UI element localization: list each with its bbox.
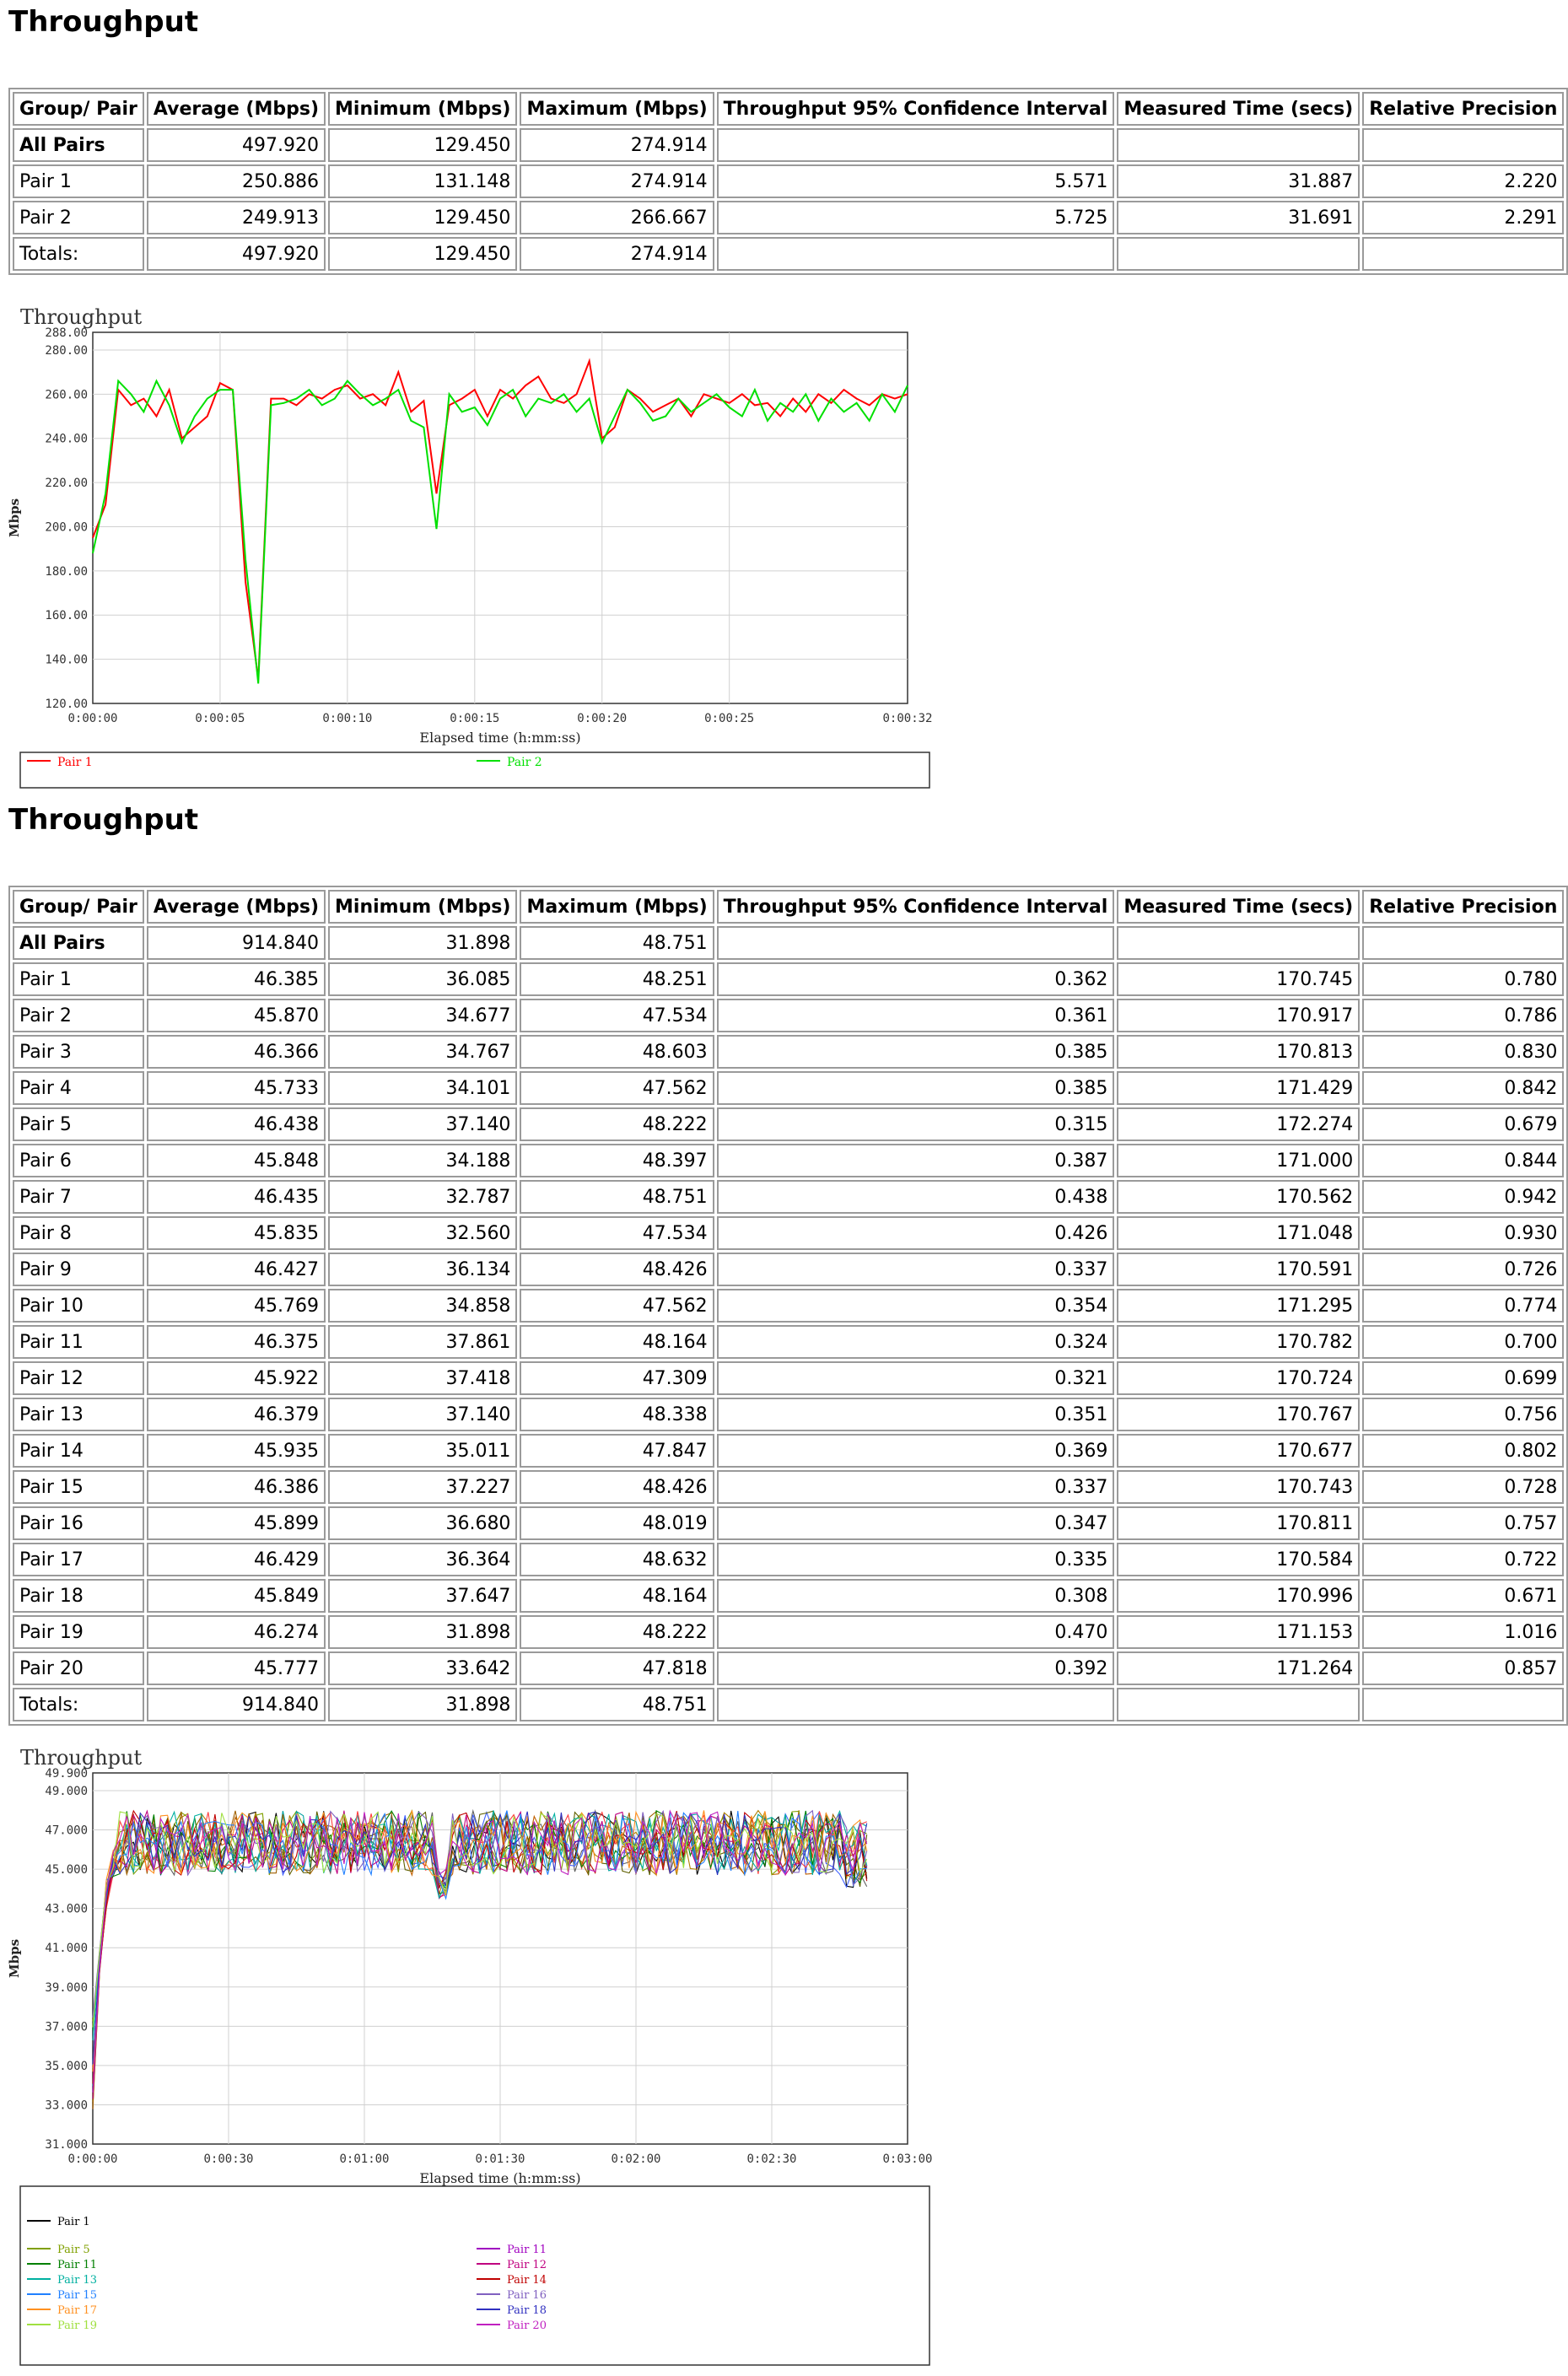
table-cell: 1.016 (1362, 1615, 1564, 1649)
row-label: Pair 12 (13, 1361, 144, 1395)
table-cell: 46.385 (147, 962, 326, 996)
table-cell: 36.364 (328, 1543, 517, 1576)
table-cell: 46.274 (147, 1615, 326, 1649)
table-cell: 171.264 (1117, 1651, 1360, 1685)
throughput-table-1 (8, 88, 1568, 275)
row-label: Pair 13 (13, 1398, 144, 1431)
legend-box (20, 2186, 929, 2365)
table-cell: 48.426 (520, 1253, 714, 1286)
table-cell: 274.914 (520, 237, 714, 271)
table-cell: 0.842 (1362, 1071, 1564, 1105)
legend-label: Pair 11 (57, 2259, 97, 2271)
table-cell: 250.886 (147, 164, 326, 198)
table-cell: 0.726 (1362, 1253, 1564, 1286)
table-cell: 0.354 (717, 1289, 1115, 1323)
table-cell: 47.562 (520, 1071, 714, 1105)
y-tick-label: 49.000 (45, 1784, 88, 1798)
column-header: Throughput 95% Confidence Interval (717, 92, 1115, 126)
row-label: Pair 14 (13, 1434, 144, 1468)
table-cell: 0.780 (1362, 962, 1564, 996)
table-cell: 274.914 (520, 164, 714, 198)
table-cell: 31.898 (328, 1688, 517, 1721)
x-tick-label: 0:01:30 (475, 2152, 525, 2166)
legend-label: Pair 1 (57, 2216, 90, 2228)
table-cell: 170.813 (1117, 1035, 1360, 1069)
row-label: Pair 18 (13, 1579, 144, 1613)
legend-label: Pair 15 (57, 2289, 97, 2302)
table-cell: 0.315 (717, 1107, 1115, 1141)
table-cell: 5.571 (717, 164, 1115, 198)
table-cell: 129.450 (328, 201, 517, 234)
table-cell: 45.899 (147, 1506, 326, 1540)
table-cell: 48.751 (520, 926, 714, 960)
column-header: Group/ Pair (13, 92, 144, 126)
table-cell: 47.534 (520, 999, 714, 1032)
y-tick-label: 280.00 (45, 343, 88, 358)
column-header: Maximum (Mbps) (520, 92, 714, 126)
table-cell: 0.699 (1362, 1361, 1564, 1395)
y-tick-label: 120.00 (45, 698, 88, 711)
table-row (13, 128, 1564, 162)
y-tick-label: 45.000 (45, 1863, 88, 1878)
table-cell: 0.679 (1362, 1107, 1564, 1141)
table-cell: 45.849 (147, 1579, 326, 1613)
table-cell: 0.857 (1362, 1651, 1564, 1685)
table-cell: 37.227 (328, 1470, 517, 1504)
table-cell: 0.830 (1362, 1035, 1564, 1069)
table-row (13, 1289, 1564, 1323)
y-tick-label: 47.000 (45, 1824, 88, 1838)
table-cell: 45.769 (147, 1289, 326, 1323)
table-cell: 34.858 (328, 1289, 517, 1323)
table-cell: 47.534 (520, 1216, 714, 1250)
x-tick-label: 0:00:30 (203, 2152, 254, 2166)
table-cell: 46.429 (147, 1543, 326, 1576)
table-cell: 48.426 (520, 1470, 714, 1504)
table-cell: 45.922 (147, 1361, 326, 1395)
y-tick-label: 200.00 (45, 520, 88, 535)
row-label: Pair 9 (13, 1253, 144, 1286)
legend-label: Pair 18 (507, 2304, 547, 2317)
table-cell: 48.222 (520, 1107, 714, 1141)
row-label: Pair 2 (13, 201, 144, 234)
table-row (13, 237, 1564, 271)
table-cell: 0.387 (717, 1144, 1115, 1177)
table-row (13, 1506, 1564, 1540)
column-header: Measured Time (secs) (1117, 92, 1360, 126)
table-cell: 170.745 (1117, 962, 1360, 996)
table-cell (1117, 128, 1360, 162)
table-cell: 48.751 (520, 1688, 714, 1721)
legend-label: Pair 1 (57, 756, 93, 769)
table-cell: 0.728 (1362, 1470, 1564, 1504)
x-tick-label: 0:02:30 (746, 2152, 797, 2166)
table-row (13, 1035, 1564, 1069)
table-cell: 170.724 (1117, 1361, 1360, 1395)
table-cell: 37.861 (328, 1325, 517, 1359)
table-row (13, 1398, 1564, 1431)
x-tick-label: 0:00:20 (577, 712, 628, 725)
row-label: Pair 1 (13, 962, 144, 996)
row-label: Pair 17 (13, 1543, 144, 1576)
table-header-row (13, 92, 1564, 126)
x-tick-label: 0:00:05 (195, 712, 245, 725)
column-header: Measured Time (secs) (1117, 890, 1360, 924)
table-cell: 31.898 (328, 926, 517, 960)
table-cell: 37.418 (328, 1361, 517, 1395)
table-cell: 48.222 (520, 1615, 714, 1649)
row-label: Pair 8 (13, 1216, 144, 1250)
throughput-chart-2 (8, 1738, 936, 2372)
table-cell: 170.811 (1117, 1506, 1360, 1540)
table-cell: 0.802 (1362, 1434, 1564, 1468)
column-header: Average (Mbps) (147, 92, 326, 126)
table-cell: 48.397 (520, 1144, 714, 1177)
table-cell (1362, 128, 1564, 162)
table-row (13, 999, 1564, 1032)
legend-label: Pair 20 (507, 2319, 547, 2332)
table-cell: 131.148 (328, 164, 517, 198)
y-tick-label: 39.000 (45, 1980, 88, 1995)
table-cell: 171.048 (1117, 1216, 1360, 1250)
y-axis-label: Mbps (7, 498, 22, 538)
table-cell: 170.743 (1117, 1470, 1360, 1504)
table-cell: 0.774 (1362, 1289, 1564, 1323)
table-cell: 47.309 (520, 1361, 714, 1395)
table-cell: 46.438 (147, 1107, 326, 1141)
x-tick-label: 0:00:10 (322, 712, 373, 725)
table-row (13, 1543, 1564, 1576)
table-row (13, 1107, 1564, 1141)
table-cell: 33.642 (328, 1651, 517, 1685)
table-cell: 170.917 (1117, 999, 1360, 1032)
table-cell: 171.429 (1117, 1071, 1360, 1105)
table-cell: 0.337 (717, 1470, 1115, 1504)
y-tick-label: 37.000 (45, 2020, 88, 2034)
throughput-chart-1-svg (8, 297, 936, 795)
table-cell: 37.140 (328, 1398, 517, 1431)
table-cell: 172.274 (1117, 1107, 1360, 1141)
table-cell: 47.847 (520, 1434, 714, 1468)
table-cell: 5.725 (717, 201, 1115, 234)
table-cell: 0.722 (1362, 1543, 1564, 1576)
table-cell: 46.366 (147, 1035, 326, 1069)
table-cell: 2.291 (1362, 201, 1564, 234)
table-cell: 171.000 (1117, 1144, 1360, 1177)
table-cell: 45.777 (147, 1651, 326, 1685)
table-cell: 0.426 (717, 1216, 1115, 1250)
column-header: Average (Mbps) (147, 890, 326, 924)
row-label: Pair 6 (13, 1144, 144, 1177)
table-cell: 0.385 (717, 1071, 1115, 1105)
row-label: Pair 20 (13, 1651, 144, 1685)
table-cell: 47.562 (520, 1289, 714, 1323)
table-cell: 497.920 (147, 237, 326, 271)
throughput-chart-2-svg (8, 1738, 936, 2372)
table-cell: 0.757 (1362, 1506, 1564, 1540)
x-tick-label: 0:00:00 (67, 712, 118, 725)
row-label: All Pairs (13, 926, 144, 960)
table-cell: 914.840 (147, 1688, 326, 1721)
legend-box (20, 752, 929, 788)
y-tick-label: 180.00 (45, 564, 88, 579)
table-cell: 46.379 (147, 1398, 326, 1431)
table-row (13, 1325, 1564, 1359)
y-tick-label: 43.000 (45, 1902, 88, 1916)
table-cell: 32.560 (328, 1216, 517, 1250)
table-row (13, 926, 1564, 960)
row-label: Pair 3 (13, 1035, 144, 1069)
section-2-title: Throughput (8, 803, 199, 837)
table-cell: 266.667 (520, 201, 714, 234)
table-cell: 0.700 (1362, 1325, 1564, 1359)
table-cell: 48.019 (520, 1506, 714, 1540)
table-cell: 0.369 (717, 1434, 1115, 1468)
table-cell: 45.935 (147, 1434, 326, 1468)
row-label: Pair 2 (13, 999, 144, 1032)
table-cell (1117, 237, 1360, 271)
table-cell: 46.375 (147, 1325, 326, 1359)
table-cell: 0.392 (717, 1651, 1115, 1685)
table-cell (1362, 926, 1564, 960)
table-cell: 129.450 (328, 128, 517, 162)
table-cell: 48.251 (520, 962, 714, 996)
row-label: Pair 10 (13, 1289, 144, 1323)
table-cell: 0.321 (717, 1361, 1115, 1395)
column-header: Minimum (Mbps) (328, 92, 517, 126)
table-cell: 0.844 (1362, 1144, 1564, 1177)
table-cell: 497.920 (147, 128, 326, 162)
table-row (13, 1144, 1564, 1177)
legend-label: Pair 12 (507, 2259, 547, 2271)
column-header: Group/ Pair (13, 890, 144, 924)
table-row (13, 1615, 1564, 1649)
table-cell: 45.835 (147, 1216, 326, 1250)
column-header: Throughput 95% Confidence Interval (717, 890, 1115, 924)
table-cell: 0.324 (717, 1325, 1115, 1359)
table-cell: 0.942 (1362, 1180, 1564, 1214)
table-row (13, 1579, 1564, 1613)
table-cell (1362, 1688, 1564, 1721)
table-cell: 48.751 (520, 1180, 714, 1214)
row-label: All Pairs (13, 128, 144, 162)
table-cell: 31.898 (328, 1615, 517, 1649)
table-cell: 48.603 (520, 1035, 714, 1069)
x-tick-label: 0:00:32 (882, 712, 933, 725)
table-cell: 45.733 (147, 1071, 326, 1105)
x-tick-label: 0:00:00 (67, 2152, 118, 2166)
table-cell (1362, 237, 1564, 271)
legend-label: Pair 16 (507, 2289, 547, 2302)
x-axis-label: Elapsed time (h:mm:ss) (419, 730, 581, 746)
table-row (13, 164, 1564, 198)
table-cell: 0.786 (1362, 999, 1564, 1032)
table-cell: 34.188 (328, 1144, 517, 1177)
table-cell: 36.680 (328, 1506, 517, 1540)
table-cell: 914.840 (147, 926, 326, 960)
x-axis-label: Elapsed time (h:mm:ss) (419, 2170, 581, 2186)
table-cell: 129.450 (328, 237, 517, 271)
table-cell: 0.351 (717, 1398, 1115, 1431)
table-row (13, 1470, 1564, 1504)
table-cell (1117, 926, 1360, 960)
table-cell: 274.914 (520, 128, 714, 162)
table-cell (717, 1688, 1115, 1721)
row-label: Totals: (13, 237, 144, 271)
table-cell (1117, 1688, 1360, 1721)
table-row (13, 1651, 1564, 1685)
y-tick-label: 220.00 (45, 477, 88, 491)
table-cell: 36.085 (328, 962, 517, 996)
table-row (13, 1253, 1564, 1286)
legend-label: Pair 13 (57, 2274, 97, 2287)
chart-title: Throughput (20, 305, 143, 329)
legend-label: Pair 19 (57, 2319, 97, 2332)
table-cell: 0.756 (1362, 1398, 1564, 1431)
table-cell: 31.691 (1117, 201, 1360, 234)
table-cell: 170.677 (1117, 1434, 1360, 1468)
y-tick-label: 288.00 (45, 326, 88, 340)
table-cell (717, 237, 1115, 271)
table-cell: 0.347 (717, 1506, 1115, 1540)
table-cell: 46.427 (147, 1253, 326, 1286)
x-tick-label: 0:00:15 (450, 712, 500, 725)
table-cell: 31.887 (1117, 164, 1360, 198)
table-cell: 171.295 (1117, 1289, 1360, 1323)
row-label: Totals: (13, 1688, 144, 1721)
table-cell: 46.386 (147, 1470, 326, 1504)
y-tick-label: 41.000 (45, 1942, 88, 1956)
table-header-row (13, 890, 1564, 924)
plot-area (93, 332, 908, 703)
table-cell (717, 926, 1115, 960)
table-cell: 45.870 (147, 999, 326, 1032)
table-cell: 0.308 (717, 1579, 1115, 1613)
y-tick-label: 31.000 (45, 2138, 88, 2152)
table-cell: 47.818 (520, 1651, 714, 1685)
table-cell: 46.435 (147, 1180, 326, 1214)
table-cell: 2.220 (1362, 164, 1564, 198)
column-header: Relative Precision (1362, 92, 1564, 126)
row-label: Pair 7 (13, 1180, 144, 1214)
table-cell: 37.140 (328, 1107, 517, 1141)
table-row (13, 1361, 1564, 1395)
x-tick-label: 0:02:00 (611, 2152, 661, 2166)
x-tick-label: 0:03:00 (882, 2152, 933, 2166)
chart-title: Throughput (20, 1746, 143, 1770)
y-tick-label: 160.00 (45, 609, 88, 623)
legend-label: Pair 11 (507, 2244, 547, 2256)
table-row (13, 962, 1564, 996)
y-tick-label: 49.900 (45, 1767, 88, 1781)
table-cell: 170.562 (1117, 1180, 1360, 1214)
table-cell: 48.164 (520, 1325, 714, 1359)
row-label: Pair 11 (13, 1325, 144, 1359)
table-cell: 249.913 (147, 201, 326, 234)
table-cell: 0.470 (717, 1615, 1115, 1649)
table-row (13, 1180, 1564, 1214)
table-cell: 48.164 (520, 1579, 714, 1613)
y-tick-label: 140.00 (45, 653, 88, 667)
y-tick-label: 35.000 (45, 2059, 88, 2073)
table-cell: 170.591 (1117, 1253, 1360, 1286)
table-cell: 0.438 (717, 1180, 1115, 1214)
throughput-table-2 (8, 886, 1568, 1726)
table-cell: 0.361 (717, 999, 1115, 1032)
table-cell (717, 128, 1115, 162)
table-cell: 34.767 (328, 1035, 517, 1069)
row-label: Pair 16 (13, 1506, 144, 1540)
table-cell: 170.996 (1117, 1579, 1360, 1613)
table-row (13, 1688, 1564, 1721)
table-cell: 32.787 (328, 1180, 517, 1214)
y-axis-label: Mbps (7, 1938, 22, 1979)
row-label: Pair 5 (13, 1107, 144, 1141)
row-label: Pair 19 (13, 1615, 144, 1649)
table-cell: 0.362 (717, 962, 1115, 996)
y-tick-label: 260.00 (45, 388, 88, 402)
table-cell: 37.647 (328, 1579, 517, 1613)
y-tick-label: 33.000 (45, 2099, 88, 2113)
legend-label: Pair 2 (507, 756, 542, 769)
column-header: Minimum (Mbps) (328, 890, 517, 924)
throughput-chart-1 (8, 297, 936, 795)
legend-label: Pair 5 (57, 2244, 90, 2256)
table-cell: 0.337 (717, 1253, 1115, 1286)
table-cell: 34.101 (328, 1071, 517, 1105)
table-row (13, 1434, 1564, 1468)
column-header: Relative Precision (1362, 890, 1564, 924)
x-tick-label: 0:00:25 (704, 712, 755, 725)
legend-label: Pair 17 (57, 2304, 97, 2317)
table-cell: 0.335 (717, 1543, 1115, 1576)
row-label: Pair 4 (13, 1071, 144, 1105)
table-cell: 0.930 (1362, 1216, 1564, 1250)
table-cell: 170.584 (1117, 1543, 1360, 1576)
x-tick-label: 0:01:00 (339, 2152, 390, 2166)
table-cell: 48.338 (520, 1398, 714, 1431)
legend-label: Pair 14 (507, 2274, 547, 2287)
column-header: Maximum (Mbps) (520, 890, 714, 924)
table-cell: 171.153 (1117, 1615, 1360, 1649)
section-1-title: Throughput (8, 5, 199, 39)
row-label: Pair 1 (13, 164, 144, 198)
table-cell: 45.848 (147, 1144, 326, 1177)
table-cell: 0.385 (717, 1035, 1115, 1069)
row-label: Pair 15 (13, 1470, 144, 1504)
table-cell: 0.671 (1362, 1579, 1564, 1613)
table-row (13, 201, 1564, 234)
table-cell: 35.011 (328, 1434, 517, 1468)
table-cell: 36.134 (328, 1253, 517, 1286)
table-cell: 170.782 (1117, 1325, 1360, 1359)
table-cell: 48.632 (520, 1543, 714, 1576)
y-tick-label: 240.00 (45, 432, 88, 446)
table-cell: 34.677 (328, 999, 517, 1032)
table-row (13, 1071, 1564, 1105)
table-cell: 170.767 (1117, 1398, 1360, 1431)
table-row (13, 1216, 1564, 1250)
